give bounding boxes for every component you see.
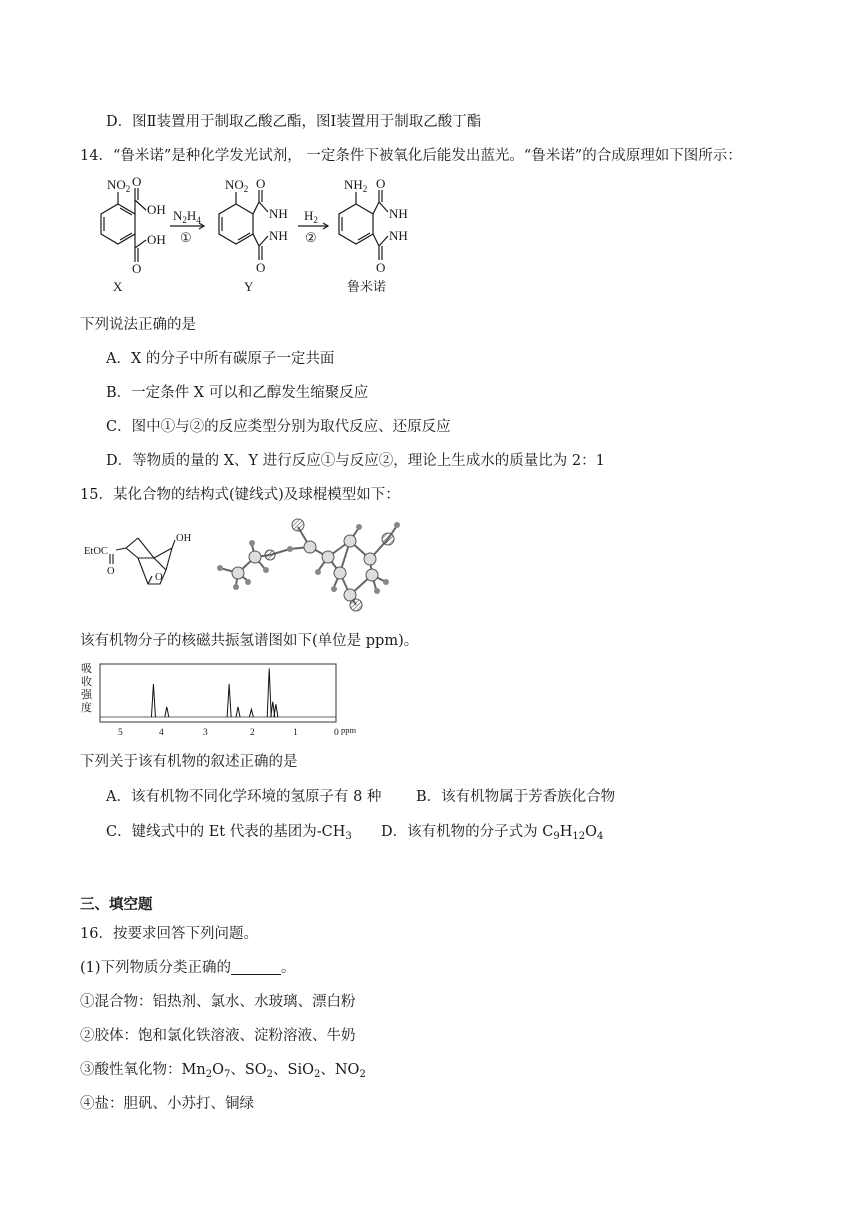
nmr-tick-label: 5 (118, 728, 123, 738)
nmr-tick-label: 4 (159, 728, 164, 738)
nmr-spectrum-chart (78, 660, 378, 742)
svg-text:O: O (256, 260, 266, 275)
nmr-unit: ppm (341, 725, 357, 735)
nmr-ylabel-char: 吸 (81, 663, 92, 675)
ball-and-stick-model (210, 515, 410, 615)
q15-prompt: 下列关于该有机物的叙述正确的是 (80, 754, 298, 770)
nmr-ylabel-char: 强 (81, 689, 92, 701)
nmr-peak (227, 684, 231, 717)
label-luminol: 鲁米诺 (347, 279, 387, 294)
q14-option-c: C．图中①与②的反应类型分别为取代反应、还原反应 (106, 419, 451, 435)
svg-text:NO2: $NO_2$ (107, 177, 131, 194)
svg-text:OH: OH (147, 232, 166, 247)
nmr-frame (100, 664, 336, 722)
nmr-tick-label: 0 (334, 728, 339, 738)
q15-option-a: A．该有机物不同化学环境的氢原子有 8 种 (106, 789, 382, 805)
svg-text:NH: NH (269, 206, 288, 221)
q15-option-c: C．键线式中的 Et 代表的基团为$-CH_3$ (106, 824, 352, 842)
svg-text:O: O (107, 566, 115, 577)
svg-text:EtOC: EtOC (84, 546, 108, 557)
svg-text:H2: $H_2$ (304, 208, 318, 225)
svg-text:O: O (256, 176, 266, 191)
svg-text:O: O (132, 174, 142, 189)
svg-text:①: ① (180, 230, 192, 245)
nmr-tick-label: 2 (250, 728, 255, 738)
svg-text:O: O (155, 572, 163, 583)
nmr-ylabel-char: 收 (81, 676, 92, 688)
nmr-ylabel-char: 度 (81, 702, 92, 714)
luminol-synthesis-diagram (88, 172, 428, 302)
svg-text:O: O (132, 261, 142, 276)
svg-text:NH2: $NH_2$ (344, 177, 368, 194)
svg-text:②: ② (305, 230, 317, 245)
svg-text:O: O (376, 260, 386, 275)
section-heading: 三、填空题 (80, 896, 153, 913)
svg-text:OH: OH (147, 202, 166, 217)
svg-text:NH: NH (389, 206, 408, 221)
svg-text:NO2: $NO_2$ (225, 177, 249, 194)
answer-blank (231, 959, 281, 975)
label-y: Y (244, 279, 254, 294)
skeletal-structure-diagram (82, 528, 202, 588)
nmr-peak (236, 707, 240, 717)
nmr-peak (165, 707, 169, 717)
q16-item-2: ②胶体：饱和氯化铁溶液、淀粉溶液、牛奶 (80, 1028, 356, 1044)
nmr-peak (267, 669, 271, 717)
q16-item-3: ③酸性氧化物：$Mn_2O_7$、$SO_2$、SiO$_2$、$NO_2$ (80, 1062, 366, 1080)
nmr-tick-label: 1 (293, 728, 298, 738)
q16-part1: (1)下列物质分类正确的 。 (80, 960, 296, 976)
q13-option-d: D．图Ⅱ装置用于制取乙酸乙酯，图Ⅰ装置用于制取乙酸丁酯 (106, 114, 482, 130)
nmr-peak (274, 704, 278, 717)
svg-text:NH: NH (269, 228, 288, 243)
q14-stem: 14．“鲁米诺”是种化学发光试剂， 一定条件下被氧化后能发出蓝光。“鲁米诺”的合成原理如下图所示： (80, 148, 742, 164)
label-x: X (113, 279, 123, 294)
q16-item-1: ①混合物：铝热剂、氯水、水玻璃、漂白粉 (80, 994, 356, 1010)
q16-item-4: ④盐：胆矾、小苏打、铜绿 (80, 1096, 254, 1112)
nmr-tick-label: 3 (203, 728, 208, 738)
q14-option-a: A．X 的分子中所有碳原子一定共面 (106, 351, 335, 367)
nmr-peak (249, 709, 253, 717)
q14-option-d: D．等物质的量的 X、Y 进行反应①与反应②，理论上生成水的质量比为 2：1 (106, 453, 605, 469)
q14-option-b: B．一定条件 X 可以和乙醇发生缩聚反应 (106, 385, 369, 401)
q16-stem: 16．按要求回答下列问题。 (80, 926, 258, 942)
q15-nmr-intro: 该有机物分子的核磁共振氢谱图如下(单位是 ppm)。 (80, 633, 419, 649)
q14-prompt: 下列说法正确的是 (80, 317, 196, 333)
q15-option-b: B．该有机物属于芳香族化合物 (416, 789, 616, 805)
svg-text:NH: NH (389, 228, 408, 243)
nmr-peak (151, 684, 155, 717)
svg-text:OH: OH (176, 533, 192, 544)
q15-stem: 15．某化合物的结构式(键线式)及球棍模型如下： (80, 487, 400, 503)
q15-option-d: D．该有机物的分子式为 $C_9H_{12}O_4$ (381, 824, 604, 842)
svg-text:O: O (376, 176, 386, 191)
svg-text:N2H4: $N_2H_4$ (173, 208, 201, 225)
